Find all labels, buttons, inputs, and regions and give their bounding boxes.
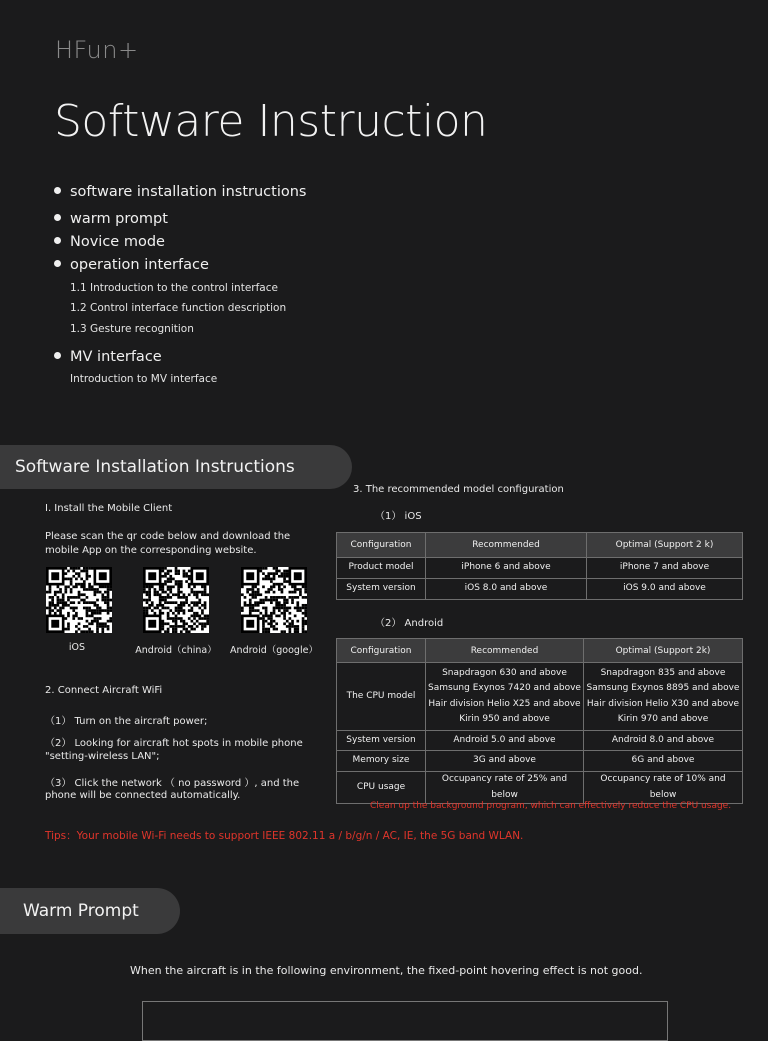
table-header: Optimal (Support 2 k) xyxy=(587,533,743,558)
step2-line: （2） Looking for aircraft hot spots in mobile phone xyxy=(45,738,303,749)
table-row xyxy=(337,731,743,751)
table-cell: Memory size xyxy=(337,751,426,772)
section-header-warm-prompt: Warm Prompt xyxy=(0,888,180,934)
table-row xyxy=(337,558,743,579)
bullet-icon xyxy=(54,352,61,359)
table-cell: 6G and above xyxy=(584,751,743,772)
qr-label-android-google: Android（google） xyxy=(230,645,318,656)
toc-subitem: 1.3 Gesture recognition xyxy=(70,323,194,335)
table-cell: iPhone 7 and above xyxy=(587,558,743,579)
config-title: 3. The recommended model configuration xyxy=(353,484,564,495)
step2-title: 2. Connect Aircraft WiFi xyxy=(45,685,163,696)
table-header: Configuration xyxy=(337,533,426,558)
qr-code-android-china[interactable] xyxy=(143,567,209,633)
brand-logo-text: HFun+ xyxy=(55,36,139,64)
toc-subitem: 1.2 Control interface function description xyxy=(70,302,287,314)
table-cell: Android 5.0 and above xyxy=(426,731,584,751)
table-row xyxy=(337,579,743,600)
table-cell: iOS 8.0 and above xyxy=(426,579,587,600)
bullet-icon xyxy=(54,237,61,244)
step2-line: （1） Turn on the aircraft power; xyxy=(45,716,208,727)
table-cell: 3G and above xyxy=(426,751,584,772)
ios-config-table xyxy=(336,532,743,600)
table-cell: The CPU model xyxy=(337,663,426,731)
qr-code-android-google[interactable] xyxy=(241,567,307,633)
qr-label-android-china: Android（china） xyxy=(135,645,217,656)
step2-line: phone will be connected automatically. xyxy=(45,790,241,801)
table-cell: iOS 9.0 and above xyxy=(587,579,743,600)
ios-label: （1） iOS xyxy=(375,511,422,522)
table-row xyxy=(337,663,743,731)
table-cell: System version xyxy=(337,579,426,600)
table-cell: Occupancy rate of 10% and below xyxy=(584,772,743,804)
page-title: Software Instruction xyxy=(54,96,488,147)
toc-item-warm-prompt: warm prompt xyxy=(54,211,168,227)
table-header: Recommended xyxy=(426,533,587,558)
table-cell: Occupancy rate of 25% and below xyxy=(426,772,584,804)
wifi-tips: Tips：Your mobile Wi-Fi needs to support IEEE 802.11 a / b/g/n / AC, IE, the 5G band WLAN. xyxy=(45,830,524,842)
qr-code-ios[interactable] xyxy=(46,567,112,633)
step2-line: "setting-wireless LAN"; xyxy=(45,751,160,762)
step1-description: Please scan the qr code below and download the xyxy=(45,531,291,542)
table-cell: CPU usage xyxy=(337,772,426,804)
android-label: （2） Android xyxy=(375,618,444,629)
toc-item-mv-interface: MV interface xyxy=(54,349,162,365)
qr-label-ios: iOS xyxy=(68,642,86,653)
section-header-installation: Software Installation Instructions xyxy=(0,445,352,489)
step2-line: （3） Click the network （ no password ）, and the xyxy=(45,778,300,789)
table-header: Optimal (Support 2k) xyxy=(584,639,743,663)
table-header: Recommended xyxy=(426,639,584,663)
android-config-table xyxy=(336,638,743,804)
table-cell: Product model xyxy=(337,558,426,579)
table-cell: Snapdragon 835 and above Samsung Exynos 8895 and above Hair division Helio X30 and above Kirin 970 and above xyxy=(584,663,743,731)
toc-subitem: Introduction to MV interface xyxy=(70,373,218,385)
toc-item-installation: software installation instructions xyxy=(54,184,306,200)
table-cell: System version xyxy=(337,731,426,751)
table-cell: Android 8.0 and above xyxy=(584,731,743,751)
bullet-icon xyxy=(54,187,61,194)
table-header: Configuration xyxy=(337,639,426,663)
warm-prompt-text: When the aircraft is in the following environment, the fixed-point hovering effect is not good. xyxy=(130,964,643,977)
toc-item-novice-mode: Novice mode xyxy=(54,234,165,250)
table-cell: Snapdragon 630 and above Samsung Exynos 7420 and above Hair division Helio X25 and above Kirin 950 and above xyxy=(426,663,584,731)
step1-title: I. Install the Mobile Client xyxy=(45,503,173,514)
table-row xyxy=(337,751,743,772)
toc-item-operation-interface: operation interface xyxy=(54,257,209,273)
table-cell: iPhone 6 and above xyxy=(426,558,587,579)
table-row xyxy=(337,772,743,804)
bullet-icon xyxy=(54,214,61,221)
bullet-icon xyxy=(54,260,61,267)
step1-description: mobile App on the corresponding website. xyxy=(45,545,257,556)
toc-subitem: 1.1 Introduction to the control interface xyxy=(70,282,278,294)
cpu-usage-note: Clean up the background program, which can effectively reduce the CPU usage. xyxy=(370,801,732,811)
warm-prompt-box xyxy=(142,1001,668,1041)
